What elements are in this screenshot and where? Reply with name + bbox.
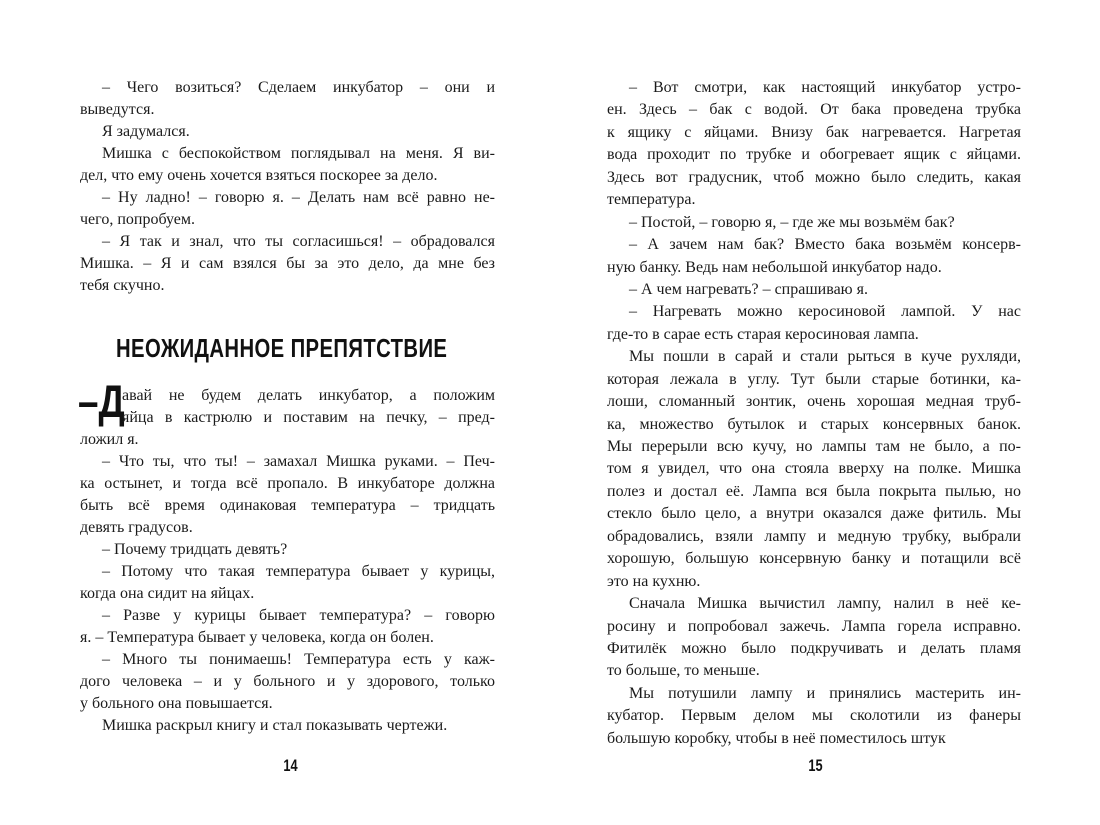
text-line: ложил я. <box>80 431 139 448</box>
text-line: чего, попробуем. <box>80 211 195 228</box>
text-line: – Чего возиться? Сделаем инкубатор – они и <box>102 79 495 96</box>
text-line: Здесь вот градусник, чтоб можно было следить, какая <box>607 168 1021 186</box>
text-line: – Много ты понимаешь! Температура есть у каж- <box>102 651 495 668</box>
text-line: ка, множество бутылок и старых консервных банок. <box>607 415 1021 433</box>
right-page <box>550 0 1100 825</box>
text-line: тебя скучно. <box>80 277 165 294</box>
text-line: большую коробку, чтобы в неё поместилось штук <box>607 729 946 747</box>
paragraph <box>607 301 1021 346</box>
paragraph <box>80 143 495 187</box>
text-line: яйца в кастрюлю и поставим на печку, – пред- <box>122 409 495 426</box>
text-line: росину и попробовал зажечь. Лампа горела исправно. <box>607 617 1021 635</box>
text-line: ную банку. Ведь нам небольшой инкубатор надо. <box>607 258 942 276</box>
text-line: ка остынет, и тогда всё пропало. В инкубаторе должна <box>80 475 495 492</box>
text-line: Я задумался. <box>102 123 190 140</box>
chapter-heading: НЕОЖИДАННОЕ ПРЕПЯТСТВИЕ <box>116 333 448 363</box>
text-line: – Потому что такая температура бывает у курицы, <box>102 563 495 580</box>
text-line: Мишка. – Я и сам взялся бы за это дело, да мне без <box>80 255 495 272</box>
text-line: Мишка с беспокойством поглядывал на меня. Я ви- <box>102 145 495 162</box>
paragraph <box>80 715 495 737</box>
text-line: полез и достал её. Лампа вся была покрыта пылью, но <box>607 482 1021 500</box>
text-line: – Постой, – говорю я, – где же мы возьмём бак? <box>629 213 955 231</box>
page-number: 15 <box>808 756 823 775</box>
text-line: температура. <box>607 191 696 209</box>
text-line: – А зачем нам бак? Вместо бака возьмём консерв- <box>629 236 1021 254</box>
text-line: авай не будем делать инкубатор, а положим <box>122 387 495 404</box>
paragraph <box>80 187 495 231</box>
text-line: том я увидел, что она стояла вверху на полке. Мишка <box>607 460 1021 478</box>
paragraph <box>80 451 495 539</box>
text-line: у больного она повышается. <box>80 695 273 712</box>
text-line: – Нагревать можно керосиновой лампой. У нас <box>629 303 1021 321</box>
text-body <box>607 77 1021 750</box>
text-line: Мишка раскрыл книгу и стал показывать чертежи. <box>102 717 448 734</box>
paragraph <box>80 385 495 451</box>
text-line: – Почему тридцать девять? <box>102 541 288 558</box>
paragraph <box>80 649 495 715</box>
text-line: вода проходит по трубке и обогревает ящик с яйцами. <box>607 146 1021 164</box>
paragraph <box>80 539 495 561</box>
text-line: лоши, сломанный зонтик, очень хорошая медная труб- <box>607 393 1021 411</box>
text-line: – Ну ладно! – говорю я. – Делать нам всё равно не- <box>102 189 495 206</box>
text-line: это на кухню. <box>607 572 701 590</box>
text-line: когда она сидит на яйцах. <box>80 585 255 602</box>
text-line: – Разве у курицы бывает температура? – говорю <box>102 607 495 624</box>
text-line: – А чем нагревать? – спрашиваю я. <box>629 280 868 298</box>
paragraph <box>607 593 1021 683</box>
text-line: дел, что ему очень хочется взяться поскорее за дело. <box>80 167 438 184</box>
paragraph <box>80 77 495 121</box>
text-line: я. – Температура бывает у человека, когда он болен. <box>80 629 434 646</box>
paragraph <box>80 605 495 649</box>
paragraph <box>80 231 495 297</box>
text-line: где-то в сарае есть старая керосиновая лампа. <box>607 325 919 343</box>
text-line: Мы потушили лампу и принялись мастерить ин- <box>629 684 1021 702</box>
text-line: выведутся. <box>80 101 155 118</box>
text-line: – Я так и знал, что ты согласишься! – обрадовался <box>102 233 495 250</box>
text-line: Сначала Мишка вычистил лампу, налил в неё ке- <box>629 595 1021 613</box>
page-number: 14 <box>283 756 298 775</box>
text-line: стекло было цело, а внутри оказался даже фитиль. Мы <box>607 505 1021 523</box>
text-line: ен. Здесь – бак с водой. От бака проведена трубка <box>607 101 1021 119</box>
text-line: кубатор. Первым делом мы сколотили из фанеры <box>607 707 1021 725</box>
text-line: то больше, то меньше. <box>607 662 760 680</box>
text-line: быть всё время одинаковая температура – тридцать <box>80 497 495 514</box>
paragraph <box>607 77 1021 212</box>
text-line: девять градусов. <box>80 519 193 536</box>
paragraph <box>80 121 495 143</box>
paragraph <box>80 561 495 605</box>
text-line: хорошую, большую консервную банку и потащили всё <box>607 550 1021 568</box>
drop-cap: –Д <box>78 375 125 427</box>
paragraph <box>607 212 1021 234</box>
text-line: которая лежала в углу. Тут были старые ботинки, ка- <box>607 370 1021 388</box>
paragraph <box>607 683 1021 750</box>
text-line: дого человека – и у больного и у здорового, только <box>80 673 495 690</box>
text-before-heading <box>80 77 495 297</box>
paragraph <box>607 234 1021 279</box>
text-line: обрадовались, взяли лампу и медную трубку, выбрали <box>607 527 1021 545</box>
text-line: Мы перерыли всю кучу, но лампы там не было, а по- <box>607 438 1021 455</box>
text-line: – Что ты, что ты! – замахал Мишка руками. – Печ- <box>102 453 495 470</box>
text-line: Фитилёк можно было подкручивать и делать пламя <box>607 639 1021 657</box>
text-after-heading <box>80 385 495 737</box>
text-line: к ящику с яйцами. Внизу бак нагревается. Нагретая <box>607 123 1021 141</box>
paragraph <box>607 279 1021 301</box>
paragraph <box>607 346 1021 593</box>
text-line: Мы пошли в сарай и стали рыться в куче рухляди, <box>629 348 1021 366</box>
text-line: – Вот смотри, как настоящий инкубатор устро- <box>629 79 1021 96</box>
